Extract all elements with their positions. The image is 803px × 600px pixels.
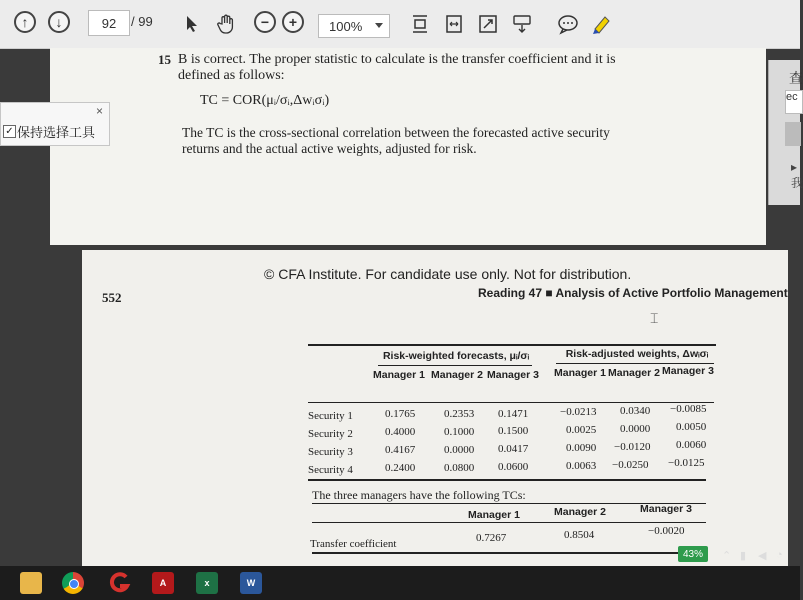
table-cell: 0.1500 <box>498 425 529 437</box>
search-button[interactable] <box>785 122 801 146</box>
highlighter-icon[interactable] <box>590 12 614 36</box>
table-cell: −0.0125 <box>668 457 705 469</box>
table-cell: 0.0800 <box>444 462 475 474</box>
table-header-rule <box>308 402 714 403</box>
table-cell: 0.1471 <box>498 408 529 420</box>
pdf-page-lower <box>82 250 788 570</box>
tc-intro-text: The three managers have the following TCs: <box>312 488 526 502</box>
explanation-line: returns and the actual active weights, adjusted for risk. <box>182 141 477 156</box>
table-cell: −0.0250 <box>612 459 649 471</box>
answer-text-line: defined as follows: <box>178 68 285 83</box>
page-number: 552 <box>102 290 122 305</box>
table-cell: −0.0213 <box>560 406 597 418</box>
network-icon[interactable]: ▮ <box>740 550 747 562</box>
tc-header-rule <box>312 522 706 523</box>
group-header-weights: Risk-adjusted weights, Δwᵢσᵢ <box>565 348 709 360</box>
table-cell: 0.1765 <box>385 408 416 420</box>
table-cell: −0.0085 <box>670 403 707 415</box>
table-cell: 0.2400 <box>385 462 416 474</box>
keep-tool-checkbox[interactable]: ✓ <box>3 125 16 138</box>
zoom-in-button[interactable]: + <box>282 11 304 33</box>
table-cell: −0.0120 <box>614 441 651 453</box>
chevron-down-icon <box>375 23 383 28</box>
table-cell: 0.0060 <box>676 439 707 451</box>
zoom-value: 100% <box>329 18 363 34</box>
table-cell: 0.0340 <box>620 405 651 417</box>
column-header: Manager 1 <box>373 369 425 381</box>
table-cell: 0.8504 <box>564 529 595 541</box>
table-group-rule <box>556 363 714 364</box>
file-explorer-icon[interactable] <box>20 572 42 594</box>
tc-column-header: Manager 2 <box>554 506 606 518</box>
row-label: Security 4 <box>308 464 353 476</box>
zoom-out-button[interactable]: − <box>254 11 276 33</box>
table-cell: 0.0000 <box>444 444 475 456</box>
column-header: Manager 2 <box>608 367 660 379</box>
table-cell: 0.4167 <box>385 444 416 456</box>
tc-column-header: Manager 1 <box>468 509 520 521</box>
tc-column-header: Manager 3 <box>640 503 692 515</box>
answer-text-line: B is correct. The proper statistic to calculate is the transfer coefficient and it is <box>178 52 616 67</box>
text-cursor-icon: ⌶ <box>650 312 659 327</box>
table-cell: 0.0050 <box>676 421 707 433</box>
keyboard-scroll-icon[interactable] <box>510 12 534 36</box>
table-top-rule <box>308 344 716 346</box>
running-header: Reading 47 ■ Analysis of Active Portfolio Management <box>478 286 788 300</box>
column-header: Manager 3 <box>662 365 714 377</box>
search-panel-title: 查 <box>789 70 803 86</box>
next-page-button[interactable]: ↓ <box>48 11 70 33</box>
row-label: Security 2 <box>308 428 353 440</box>
table-group-rule <box>378 365 532 366</box>
keep-tool-label: 保持选择工具 <box>17 125 96 140</box>
fit-page-icon[interactable] <box>408 12 432 36</box>
chevron-up-icon[interactable]: ⌃ <box>722 550 732 562</box>
table-cell: 0.0063 <box>566 460 597 472</box>
row-label: Transfer coefficient <box>310 538 397 550</box>
tc-bottom-rule <box>312 552 706 554</box>
excel-icon[interactable]: x <box>196 572 218 594</box>
table-cell: 0.0600 <box>498 461 529 473</box>
table-cell: 0.0417 <box>498 443 529 455</box>
search-option[interactable]: ▸ 我 <box>791 160 803 190</box>
right-side-panel <box>768 60 803 205</box>
windows-taskbar <box>0 566 800 600</box>
table-cell: 0.4000 <box>385 426 416 438</box>
table-cell: 0.1000 <box>444 426 475 438</box>
explanation-line: The TC is the cross-sectional correlation between the forecasted active security <box>182 125 610 140</box>
column-header: Manager 2 <box>431 369 483 381</box>
row-label: Security 3 <box>308 446 353 458</box>
close-icon[interactable]: × <box>95 104 103 118</box>
copyright-notice: © CFA Institute. For candidate use only. Not for distribution. <box>264 266 632 282</box>
acrobat-icon[interactable]: A <box>152 572 174 594</box>
table-bottom-rule <box>308 479 706 481</box>
keep-selection-tool-panel <box>0 102 110 146</box>
comment-icon[interactable] <box>556 12 580 36</box>
zoom-select[interactable] <box>318 14 390 38</box>
table-cell: 0.2353 <box>444 408 475 420</box>
word-icon[interactable]: W <box>240 572 262 594</box>
question-number: 15 <box>158 52 171 67</box>
pdf-page-upper <box>50 48 766 245</box>
chrome-icon[interactable] <box>62 572 84 594</box>
table-cell: 0.7267 <box>476 532 507 544</box>
column-header: Manager 3 <box>487 369 539 381</box>
page-total-label: / 99 <box>131 14 153 29</box>
previous-page-button[interactable]: ↑ <box>14 11 36 33</box>
app-g-icon[interactable] <box>108 572 130 594</box>
fit-width-icon[interactable] <box>442 12 466 36</box>
table-cell: 0.0025 <box>566 424 597 436</box>
table-cell: −0.0020 <box>648 525 685 537</box>
tc-formula: TC = COR(μᵢ/σᵢ,Δwᵢσᵢ) <box>200 93 330 108</box>
hand-tool-icon[interactable] <box>214 12 238 36</box>
fullscreen-icon[interactable] <box>476 12 500 36</box>
search-input[interactable]: ec <box>785 90 803 114</box>
battery-indicator[interactable]: 43% <box>678 546 708 562</box>
pdf-toolbar <box>0 0 800 49</box>
row-label: Security 1 <box>308 410 353 422</box>
column-header: Manager 1 <box>554 367 606 379</box>
wifi-icon[interactable]: ◔ <box>776 549 783 561</box>
table-cell: 0.0090 <box>566 442 597 454</box>
table-cell: 0.0000 <box>620 423 651 435</box>
volume-icon[interactable]: ◀ <box>758 550 767 562</box>
page-number-input[interactable]: 92 <box>88 10 130 36</box>
select-cursor-icon[interactable] <box>180 12 204 36</box>
group-header-forecasts: Risk-weighted forecasts, μᵢ/σᵢ <box>382 350 530 362</box>
